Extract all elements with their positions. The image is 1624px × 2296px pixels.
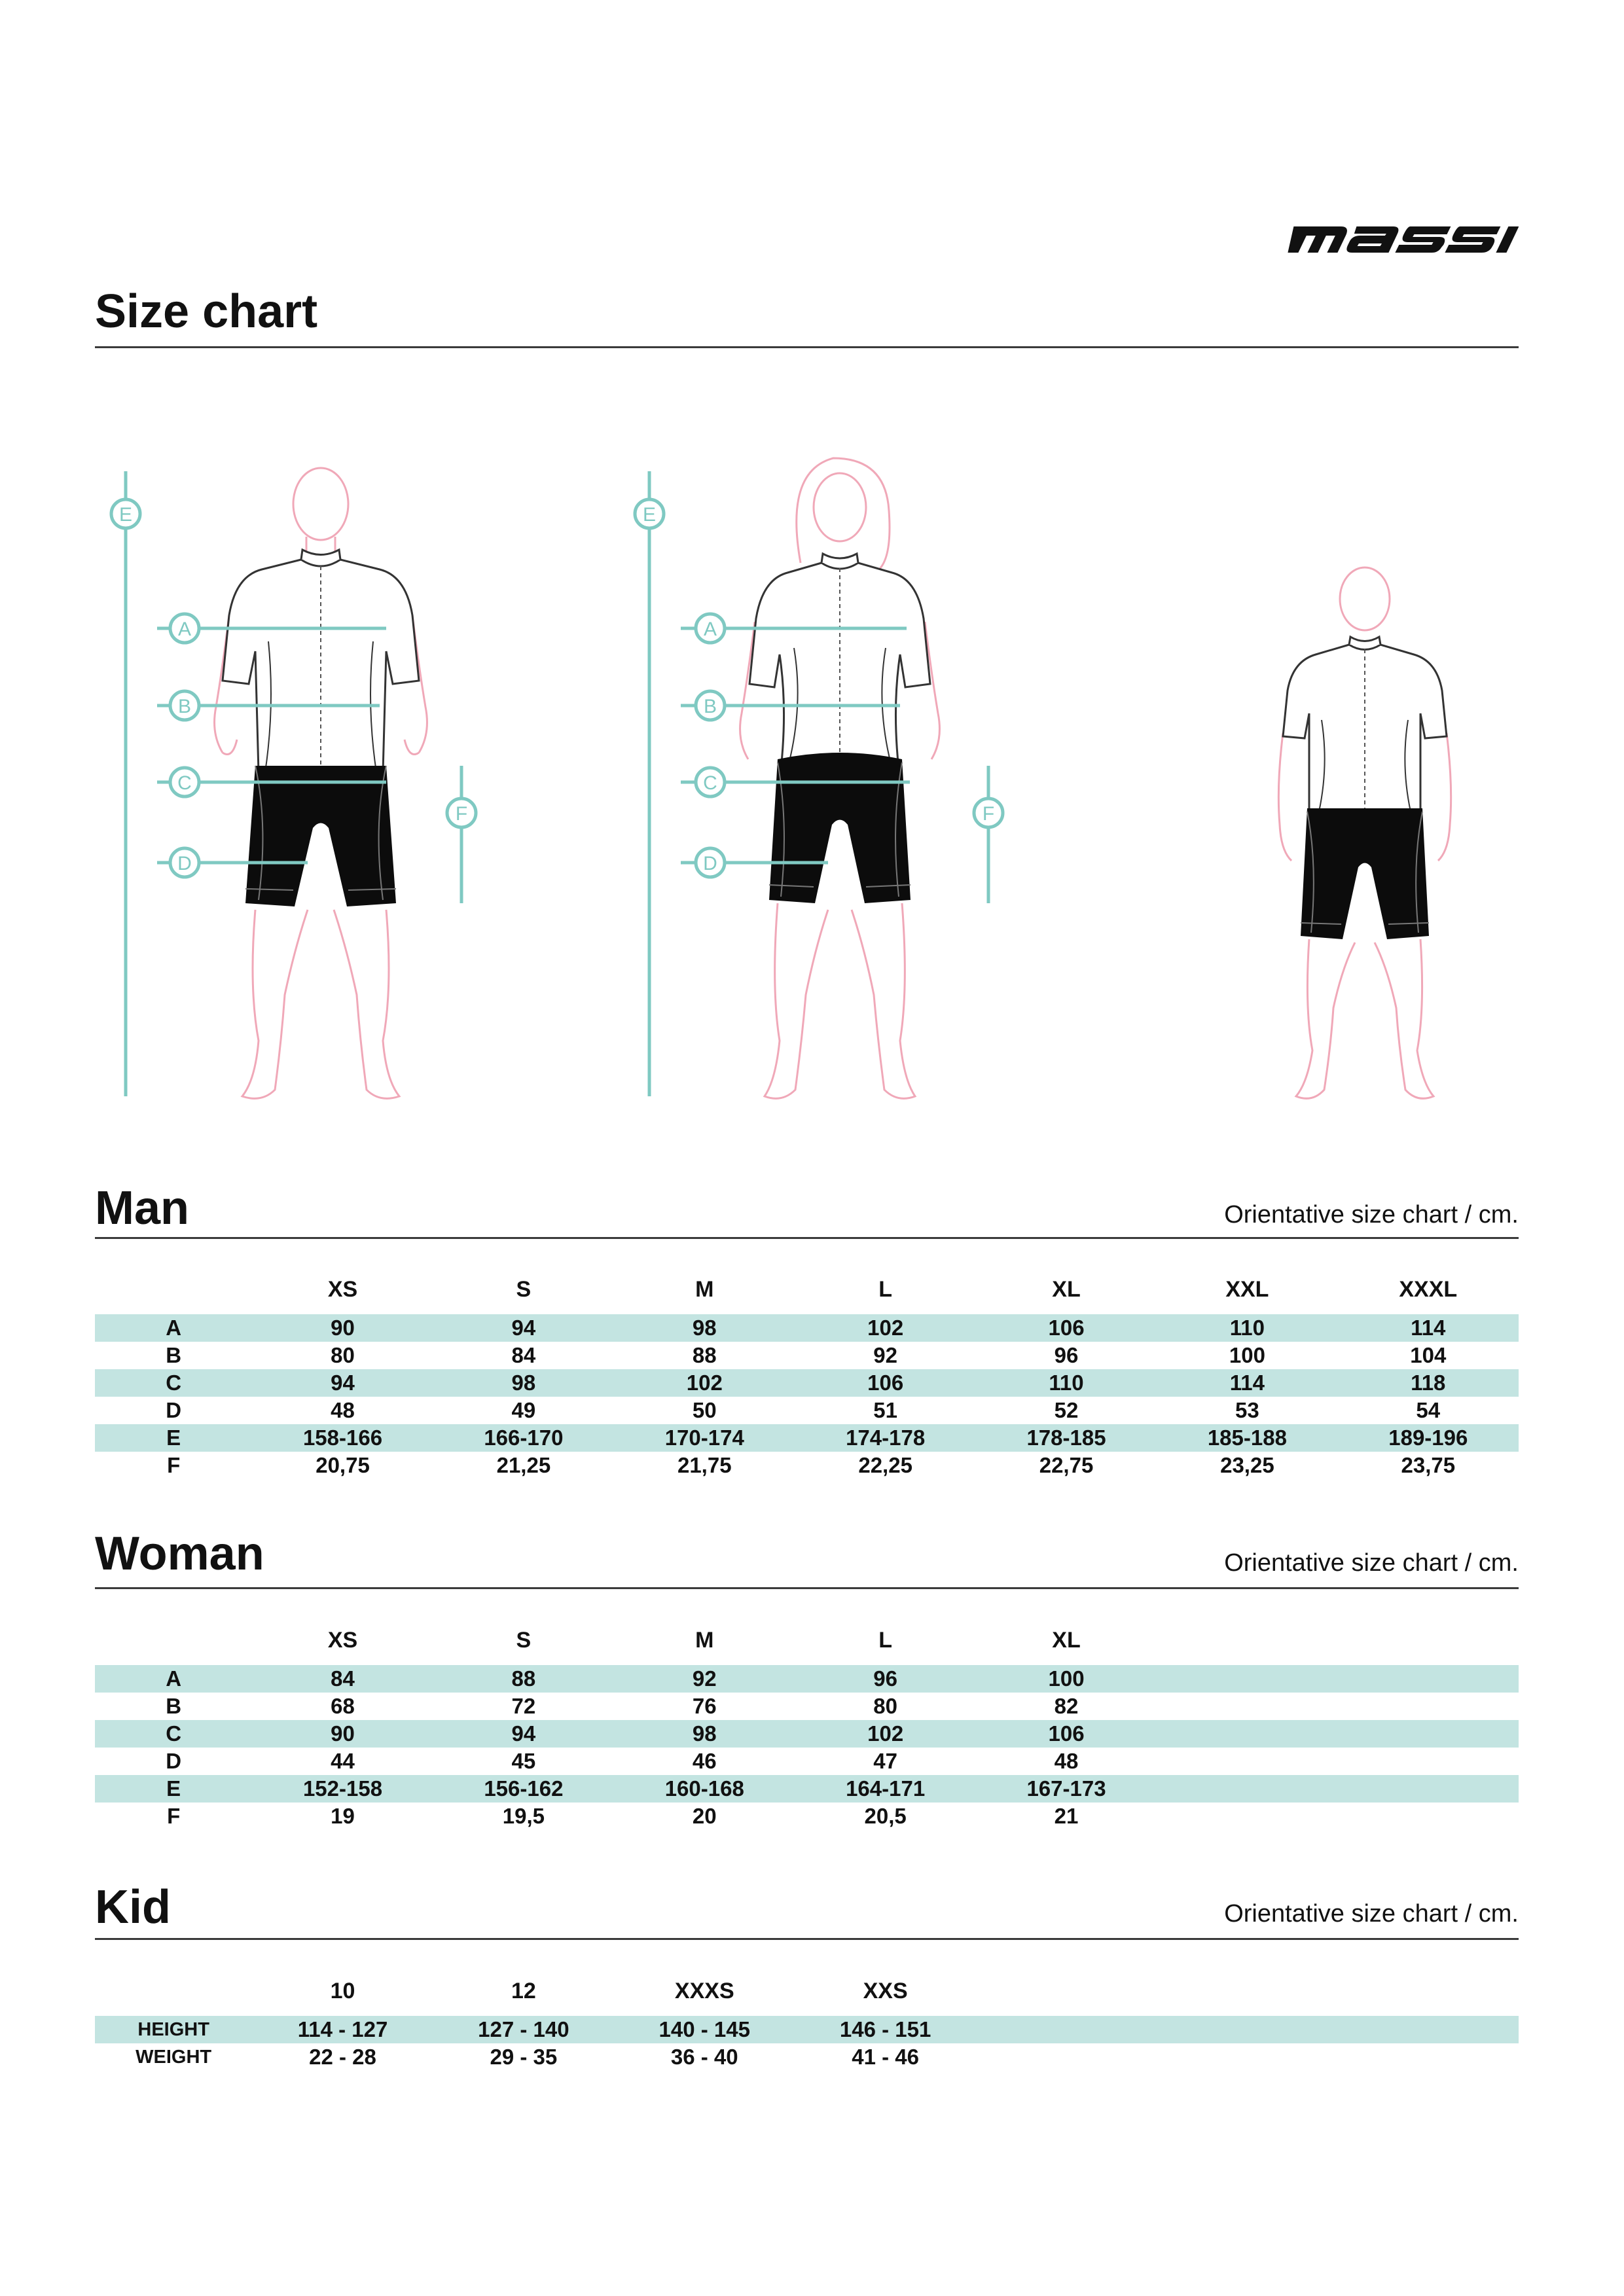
size-header-row: [95, 1614, 1519, 1665]
table-cell: 94: [252, 1369, 433, 1397]
row-label: E: [95, 1424, 252, 1452]
table-cell: 44: [331, 1749, 355, 1773]
table-cell: 45: [511, 1749, 536, 1773]
table-cell: [1338, 1720, 1519, 1748]
size-header: XXXS: [674, 1979, 734, 2003]
svg-text:C: C: [177, 772, 192, 794]
svg-text:E: E: [642, 504, 657, 526]
table-cell: [1157, 1803, 1337, 1830]
header-blank: [95, 1965, 252, 2016]
table-row: [95, 1803, 1519, 1830]
size-header: [1157, 1614, 1337, 1665]
table-cell: [1157, 1693, 1337, 1720]
table-row: [95, 1748, 1519, 1775]
table-cell: [1157, 1748, 1337, 1775]
table-cell: 104: [1410, 1343, 1447, 1367]
section-title-woman: Woman: [95, 1528, 264, 1580]
row-label: HEIGHT: [95, 2016, 252, 2043]
table-cell: 23,25: [1220, 1453, 1274, 1477]
table-cell: 98: [433, 1369, 614, 1397]
table-cell: 160-168: [614, 1775, 795, 1803]
header-blank: [95, 1614, 252, 1665]
table-row: [95, 1693, 1519, 1720]
table-cell: 53: [1235, 1398, 1259, 1422]
table-cell: 96: [1054, 1343, 1079, 1367]
table-cell: 80: [331, 1343, 355, 1367]
row-label: E: [95, 1775, 252, 1803]
svg-text:F: F: [982, 803, 995, 825]
table-cell: [976, 2043, 1157, 2071]
table-cell: 90: [252, 1720, 433, 1748]
table-cell: 166-170: [433, 1424, 614, 1452]
row-label: C: [95, 1720, 252, 1748]
size-table-kid: [95, 1965, 1519, 2071]
table-cell: 114 - 127: [252, 2016, 433, 2043]
table-cell: 92: [614, 1665, 795, 1693]
size-header: XS: [327, 1277, 358, 1302]
size-note-woman: Orientative size chart / cm.: [1224, 1549, 1519, 1577]
size-header: L: [878, 1628, 893, 1653]
table-cell: 102: [795, 1314, 975, 1342]
table-cell: 51: [873, 1398, 897, 1422]
table-cell: 19: [331, 1804, 355, 1828]
size-header: S: [516, 1277, 532, 1302]
size-header: XXL: [1225, 1277, 1269, 1302]
header-blank: [95, 1263, 252, 1314]
table-cell: 189-196: [1338, 1424, 1519, 1452]
table-cell: 50: [692, 1398, 717, 1422]
table-cell: [1157, 2016, 1337, 2043]
table-cell: 21,25: [496, 1453, 551, 1477]
page-title: Size chart: [95, 285, 318, 338]
table-cell: 152-158: [252, 1775, 433, 1803]
size-header: XL: [1052, 1628, 1081, 1653]
table-cell: 21: [1054, 1804, 1079, 1828]
table-cell: 22,75: [1039, 1453, 1094, 1477]
table-cell: 76: [692, 1694, 717, 1718]
table-cell: 102: [795, 1720, 975, 1748]
table-cell: [1338, 1803, 1519, 1830]
table-cell: 52: [1054, 1398, 1079, 1422]
table-cell: [1338, 2016, 1519, 2043]
table-cell: [1157, 1720, 1337, 1748]
table-cell: 94: [433, 1314, 614, 1342]
table-cell: 114: [1157, 1369, 1337, 1397]
table-cell: 90: [252, 1314, 433, 1342]
table-cell: 82: [1054, 1694, 1079, 1718]
size-header: [1338, 1965, 1519, 2016]
section-divider-man: [95, 1237, 1519, 1239]
table-cell: 19,5: [502, 1804, 545, 1828]
table-cell: [976, 2016, 1157, 2043]
size-header: M: [695, 1628, 714, 1653]
table-cell: 20,75: [316, 1453, 370, 1477]
table-cell: 48: [331, 1398, 355, 1422]
table-cell: 22,25: [858, 1453, 912, 1477]
title-divider: [95, 346, 1519, 348]
size-note-man: Orientative size chart / cm.: [1224, 1201, 1519, 1229]
table-cell: 170-174: [614, 1424, 795, 1452]
woman-figure: [740, 458, 940, 1098]
size-header-row: [95, 1263, 1519, 1314]
table-cell: 140 - 145: [614, 2016, 795, 2043]
svg-text:A: A: [177, 619, 192, 640]
table-cell: 92: [873, 1343, 897, 1367]
table-cell: 185-188: [1157, 1424, 1337, 1452]
table-cell: 84: [252, 1665, 433, 1693]
svg-text:B: B: [177, 696, 192, 717]
size-header: XL: [1052, 1277, 1081, 1302]
table-cell: 110: [1157, 1314, 1337, 1342]
table-cell: 167-173: [976, 1775, 1157, 1803]
table-cell: 106: [795, 1369, 975, 1397]
size-header: M: [695, 1277, 714, 1302]
table-cell: 114: [1338, 1314, 1519, 1342]
table-cell: 47: [873, 1749, 897, 1773]
table-row: [95, 2043, 1519, 2071]
size-header: [1157, 1965, 1337, 2016]
svg-text:D: D: [703, 853, 717, 874]
table-cell: 54: [1416, 1398, 1441, 1422]
table-cell: [1338, 2043, 1519, 2071]
table-cell: 146 - 151: [795, 2016, 975, 2043]
svg-text:F: F: [455, 803, 468, 825]
size-header: XXS: [863, 1979, 908, 2003]
svg-text:E: E: [118, 504, 133, 526]
size-header-row: [95, 1965, 1519, 2016]
size-header: S: [516, 1628, 532, 1653]
table-cell: 68: [331, 1694, 355, 1718]
table-cell: 22 - 28: [309, 2045, 376, 2069]
table-row: [95, 2016, 1519, 2043]
table-row: [95, 1775, 1519, 1803]
table-cell: [1157, 2043, 1337, 2071]
table-cell: 48: [1054, 1749, 1079, 1773]
table-cell: 20,5: [864, 1804, 907, 1828]
massi-logo: [1280, 221, 1519, 255]
size-header: 12: [511, 1979, 536, 2003]
row-label: A: [95, 1665, 252, 1693]
table-row: [95, 1342, 1519, 1369]
table-row: [95, 1665, 1519, 1693]
section-title-man: Man: [95, 1182, 189, 1234]
row-label: F: [167, 1453, 181, 1477]
table-cell: 118: [1338, 1369, 1519, 1397]
svg-text:B: B: [703, 696, 717, 717]
table-row: [95, 1424, 1519, 1452]
table-cell: 21,75: [677, 1453, 732, 1477]
table-cell: 106: [976, 1314, 1157, 1342]
row-label: A: [95, 1314, 252, 1342]
row-label: F: [167, 1804, 181, 1828]
section-divider-woman: [95, 1587, 1519, 1589]
size-header: XXXL: [1399, 1277, 1458, 1302]
section-divider-kid: [95, 1938, 1519, 1940]
row-label: B: [166, 1343, 182, 1367]
kid-figure: [1278, 567, 1451, 1098]
table-cell: 80: [873, 1694, 897, 1718]
table-cell: 110: [976, 1369, 1157, 1397]
table-cell: 106: [976, 1720, 1157, 1748]
table-cell: 46: [692, 1749, 717, 1773]
table-row: [95, 1369, 1519, 1397]
size-table-woman: [95, 1614, 1519, 1830]
table-cell: [1338, 1693, 1519, 1720]
row-label: D: [166, 1398, 182, 1422]
table-row: [95, 1314, 1519, 1342]
table-cell: 88: [692, 1343, 717, 1367]
section-title-kid: Kid: [95, 1881, 171, 1933]
table-cell: 102: [614, 1369, 795, 1397]
svg-text:C: C: [703, 772, 717, 794]
table-cell: 20: [692, 1804, 717, 1828]
table-cell: 49: [511, 1398, 536, 1422]
table-cell: 127 - 140: [433, 2016, 614, 2043]
table-row: [95, 1397, 1519, 1424]
size-header: [976, 1965, 1157, 2016]
row-label: WEIGHT: [135, 2047, 212, 2068]
size-header: [1338, 1614, 1519, 1665]
table-row: [95, 1720, 1519, 1748]
size-table-man: [95, 1263, 1519, 1479]
table-cell: [1338, 1665, 1519, 1693]
table-cell: 88: [433, 1665, 614, 1693]
table-cell: 23,75: [1401, 1453, 1456, 1477]
size-header: L: [878, 1277, 893, 1302]
table-cell: 98: [614, 1314, 795, 1342]
table-cell: 41 - 46: [852, 2045, 920, 2069]
table-cell: 164-171: [795, 1775, 975, 1803]
size-header: 10: [330, 1979, 355, 2003]
table-cell: 72: [511, 1694, 536, 1718]
body-measurement-figures: [0, 432, 1624, 1119]
table-cell: [1338, 1748, 1519, 1775]
table-cell: 29 - 35: [490, 2045, 558, 2069]
table-cell: 158-166: [252, 1424, 433, 1452]
table-cell: 98: [614, 1720, 795, 1748]
table-cell: [1157, 1775, 1337, 1803]
svg-text:A: A: [703, 619, 717, 640]
table-cell: 36 - 40: [670, 2045, 738, 2069]
table-cell: 84: [511, 1343, 536, 1367]
table-cell: 178-185: [976, 1424, 1157, 1452]
table-row: [95, 1452, 1519, 1479]
size-header: XS: [327, 1628, 358, 1653]
size-note-kid: Orientative size chart / cm.: [1224, 1900, 1519, 1928]
table-cell: [1157, 1665, 1337, 1693]
table-cell: [1338, 1775, 1519, 1803]
row-label: C: [95, 1369, 252, 1397]
table-cell: 156-162: [433, 1775, 614, 1803]
table-cell: 94: [433, 1720, 614, 1748]
table-cell: 96: [795, 1665, 975, 1693]
table-cell: 100: [976, 1665, 1157, 1693]
row-label: D: [166, 1749, 182, 1773]
table-cell: 174-178: [795, 1424, 975, 1452]
svg-text:D: D: [177, 853, 192, 874]
table-cell: 100: [1229, 1343, 1265, 1367]
row-label: B: [166, 1694, 182, 1718]
